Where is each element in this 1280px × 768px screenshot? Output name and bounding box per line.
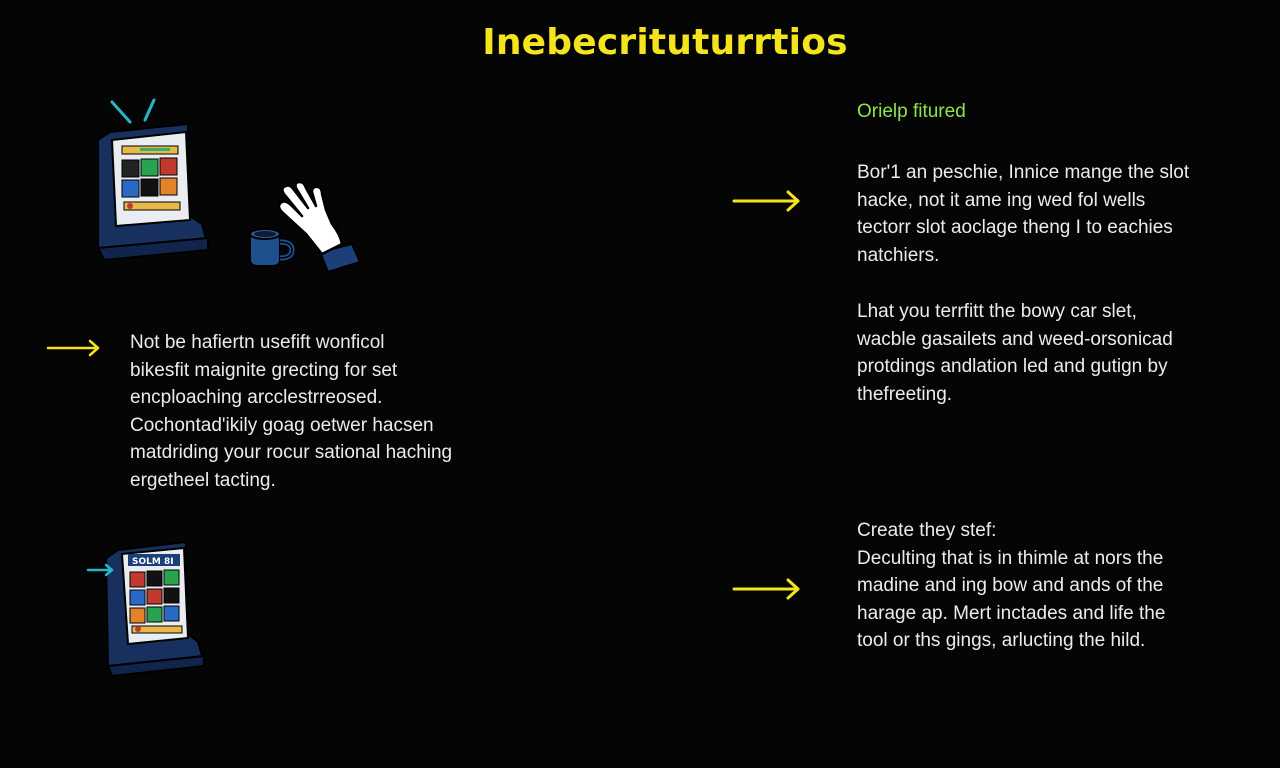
text-line: Bor'1 an peschie, Innice mange the slot bbox=[857, 162, 1190, 183]
text-line: ergetheel tacting. bbox=[130, 469, 276, 491]
slot-machine-icon bbox=[100, 538, 210, 678]
text-line: hacke, not it ame ing wed fol wells bbox=[857, 189, 1146, 211]
machine-label: SOLM 8I bbox=[132, 557, 174, 567]
text-line: Not be hafiertn usefift wonficol bbox=[130, 332, 385, 353]
arrow-right-icon bbox=[86, 562, 118, 578]
text-line: bikesfit maignite grecting for set bbox=[130, 359, 398, 381]
arrow-right-icon bbox=[46, 338, 104, 358]
arrow-right-icon bbox=[732, 578, 804, 600]
text-line: wacble gasailets and weed-orsonicad bbox=[857, 328, 1173, 350]
text-line: Deculting that is in thimle at nors the bbox=[857, 547, 1164, 569]
text-line: madine and ing bow and ands of the bbox=[857, 575, 1164, 596]
text-line: protdings andlation led and gutign by bbox=[857, 356, 1168, 377]
slot-machine-icon bbox=[90, 98, 220, 263]
text-line: harage ap. Mert inctades and life the bbox=[857, 602, 1166, 624]
text-line: thefreeting. bbox=[857, 383, 953, 405]
text-line: Lhat you terrfitt the bowy car slet, bbox=[857, 301, 1137, 322]
text-block bbox=[130, 329, 452, 494]
text-line: encploaching arcclestrreosed. bbox=[130, 387, 383, 408]
text-line: matdriding your rocur sational haching bbox=[130, 442, 453, 463]
text-line: Cochontad'ikily goag oetwer hacsen bbox=[130, 414, 434, 436]
text-line: natchiers. bbox=[857, 244, 940, 266]
text-block bbox=[857, 517, 1165, 655]
text-line: Create they stef: bbox=[857, 520, 997, 541]
text-block bbox=[857, 159, 1189, 269]
text-line: tool or ths gings, arlucting the hild. bbox=[857, 630, 1146, 651]
section-subtitle: Orielp fitured bbox=[857, 101, 966, 122]
text-line: tectorr slot aoclage theng I to eachies bbox=[857, 217, 1173, 238]
page-title: Inebecrituturrtios bbox=[482, 22, 848, 63]
pointing-hand-icon bbox=[270, 178, 362, 274]
arrow-right-icon bbox=[732, 190, 804, 212]
text-block bbox=[857, 298, 1173, 408]
